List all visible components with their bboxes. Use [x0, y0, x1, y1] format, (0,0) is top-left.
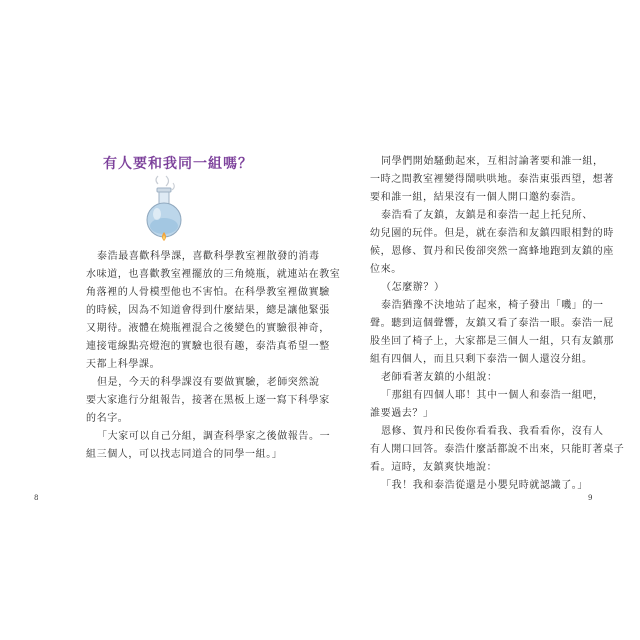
text-line: 泰浩猶豫不決地站了起來，椅子發出「嘰」的一	[381, 300, 604, 311]
text-line: 有人開口回答。泰浩什麼話都說不出來，只能盯著桌子	[370, 444, 625, 455]
text-line: 水味道，也喜歡教室裡擺放的三角燒瓶，就連站在教室	[86, 269, 341, 280]
text-line: 聲。聽到這個聲響，友鎮又看了泰浩一眼。泰浩一屁	[370, 318, 614, 329]
flask-illustration	[136, 174, 192, 244]
text-line: 泰浩看了友鎮，友鎮是和泰浩一起上托兒所、	[381, 210, 593, 221]
text-line: 泰浩最喜歡科學課，喜歡科學教室裡散發的消毒	[97, 251, 320, 262]
text-line: 「大家可以自己分組，調查科學家之後做報告。一	[97, 431, 331, 442]
text-line: 老師看著友鎮的小組說：	[381, 372, 498, 383]
text-line: 看。這時，友鎮爽快地說：	[370, 462, 498, 473]
chapter-title: 有人要和我同一組嗎？	[103, 156, 253, 172]
text-line: 連接電線點亮燈泡的實驗也很有趣，泰浩真希望一整	[86, 341, 330, 352]
text-line: 「我！我和泰浩從還是小嬰兒時就認識了。」	[381, 480, 588, 491]
text-line: 「那組有四個人耶！其中一個人和泰浩一組吧，	[381, 390, 604, 401]
left-body-text	[86, 248, 341, 464]
text-line: 但是，今天的科學課沒有要做實驗，老師突然說	[97, 377, 320, 388]
text-line: 股坐回了椅子上，大家都是三個人一組，只有友鎮那	[370, 336, 614, 347]
page-number: 8	[34, 494, 39, 502]
text-line: 同學們開始騷動起來，互相討論著要和誰一組，	[381, 156, 604, 167]
right-page	[320, 0, 640, 640]
right-body-text	[370, 153, 625, 495]
text-line: 組三個人，可以找志同道合的同學一組。」	[86, 449, 283, 460]
text-line: 位來。	[370, 264, 402, 275]
text-line: 一時之間教室裡變得鬧哄哄地。泰浩東張西望，想著	[370, 174, 614, 185]
text-line: 角落裡的人骨模型他也不害怕。在科學教室裡做實驗	[86, 287, 330, 298]
chemistry-flask-icon	[136, 174, 192, 244]
text-line: 的時候，因為不知道會得到什麼結果，總是讓他緊張	[86, 305, 330, 316]
text-line: 恩修、賀丹和民俊你看看我、我看看你，沒有人	[381, 426, 604, 437]
text-line: 候，恩修、賀丹和民俊卻突然一窩蜂地跑到友鎮的座	[370, 246, 614, 257]
text-line: 要大家進行分組報告，接著在黑板上逐一寫下科學家	[86, 395, 330, 406]
text-line: 幼兒園的玩伴。但是，就在泰浩和友鎮四眼相對的時	[370, 228, 614, 239]
text-line: 天都上科學課。	[86, 359, 161, 370]
text-line: 要和誰一組，結果沒有一個人開口邀約泰浩。	[370, 192, 582, 203]
page-number: 9	[588, 494, 593, 502]
text-line: 又期待。液體在燒瓶裡混合之後變色的實驗很神奇，	[86, 323, 330, 334]
text-line: 的名字。	[86, 413, 129, 424]
text-line: （怎麼辦？）	[381, 282, 445, 293]
text-line: 組有四個人，而且只剩下泰浩一個人還沒分組。	[370, 354, 593, 365]
text-line: 誰要過去？」	[370, 408, 434, 419]
